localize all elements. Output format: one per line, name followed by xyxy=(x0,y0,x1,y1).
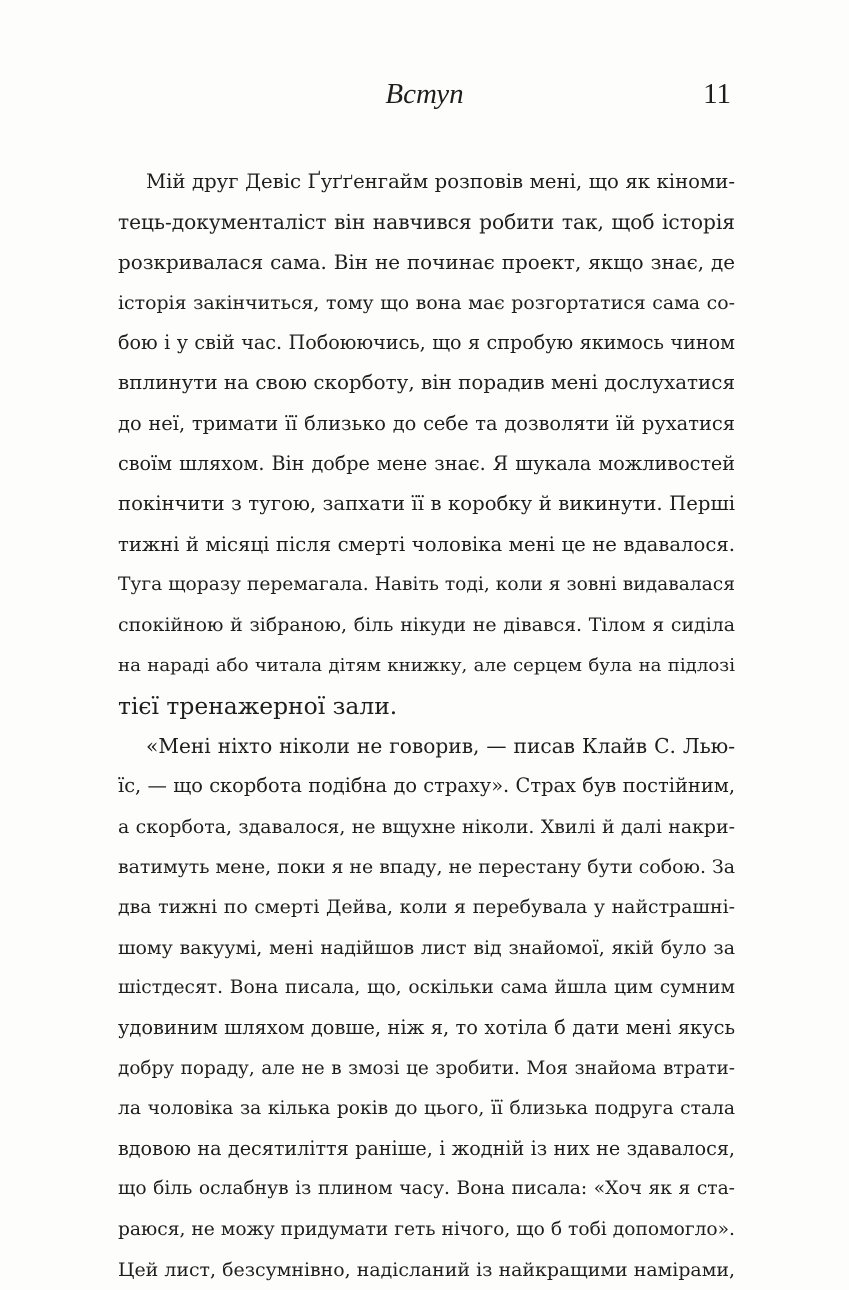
text-line: добру пораду, але не в змозі це зробити. Моя знайома втрати- xyxy=(118,1057,735,1079)
text-line: а скорбота, здавалося, не вщухне ніколи. Хвилі й далі накри- xyxy=(118,815,735,838)
text-line: раюся, не можу придумати геть нічого, що б тобі допомогло». xyxy=(118,1218,735,1240)
text-line: до неї, тримати її близько до себе та дозволяти їй рухатися xyxy=(118,411,735,435)
text-line: шому вакуумі, мені надійшов лист від знайомої, якій було за xyxy=(118,936,735,959)
text-line: покінчити з тугою, запхати її в коробку й викинути. Перші xyxy=(118,492,735,516)
text-line: «Мені ніхто ніколи не говорив, — писав Клайв С. Лью- xyxy=(146,734,735,759)
text-line: ватимуть мене, поки я не впаду, не перестану бути собою. За xyxy=(118,856,735,879)
text-line: що біль ослабнув із плином часу. Вона писала: «Хоч як я ста- xyxy=(118,1178,735,1200)
text-line: спокійною й зібраною, біль нікуди не дівався. Тілом я сиділа xyxy=(118,614,735,637)
text-line: Цей лист, безсумнівно, надісланий із найкращими намірами, xyxy=(118,1259,735,1282)
text-line: тієї тренажерної зали. xyxy=(118,691,398,720)
text-line: Мій друг Девіс Ґуґґенгайм розповів мені, що як кіноми- xyxy=(146,170,735,193)
text-line: бою і у свій час. Побоюючись, що я спробую якимось чином xyxy=(118,331,735,355)
text-line: два тижні по смерті Дейва, коли я перебувала у найстрашні- xyxy=(118,896,735,919)
running-header xyxy=(0,74,849,114)
text-line: своїм шляхом. Він добре мене знає. Я шукала можливостей xyxy=(118,452,735,476)
text-line: вдовою на десятиліття раніше, і жодній із них не здавалося, xyxy=(118,1137,735,1161)
text-line: історія закінчиться, тому що вона має розгортатися сама со- xyxy=(118,291,735,314)
text-line: удовиним шляхом довше, ніж я, то хотіла б дати мені якусь xyxy=(118,1016,735,1040)
text-line: на нараді або читала дітям книжку, але серцем була на підлозі xyxy=(118,654,735,676)
body-text xyxy=(118,162,735,1290)
text-line: їс, — що скорбота подібна до страху». Страх був постійним, xyxy=(118,774,735,798)
page-number: 11 xyxy=(703,78,731,110)
text-line: ла чоловіка за кілька років до цього, її близька подруга стала xyxy=(118,1097,735,1119)
text-line: вплинути на свою скорботу, він порадив мені дослухатися xyxy=(118,371,735,395)
text-line: тижні й місяці після смерті чоловіка мені це не вдавалося. xyxy=(118,532,735,556)
text-line: Туга щоразу перемагала. Навіть тоді, коли я зовні видавалася xyxy=(118,573,735,595)
text-line: шістдесят. Вона писала, що, оскільки сама йшла цим сумним xyxy=(118,976,735,998)
text-line: розкривалася сама. Він не починає проект, якщо знає, де xyxy=(118,250,735,274)
text-line: тець-документаліст він навчився робити так, щоб історія xyxy=(118,210,735,235)
chapter-title: Вступ xyxy=(385,78,464,110)
